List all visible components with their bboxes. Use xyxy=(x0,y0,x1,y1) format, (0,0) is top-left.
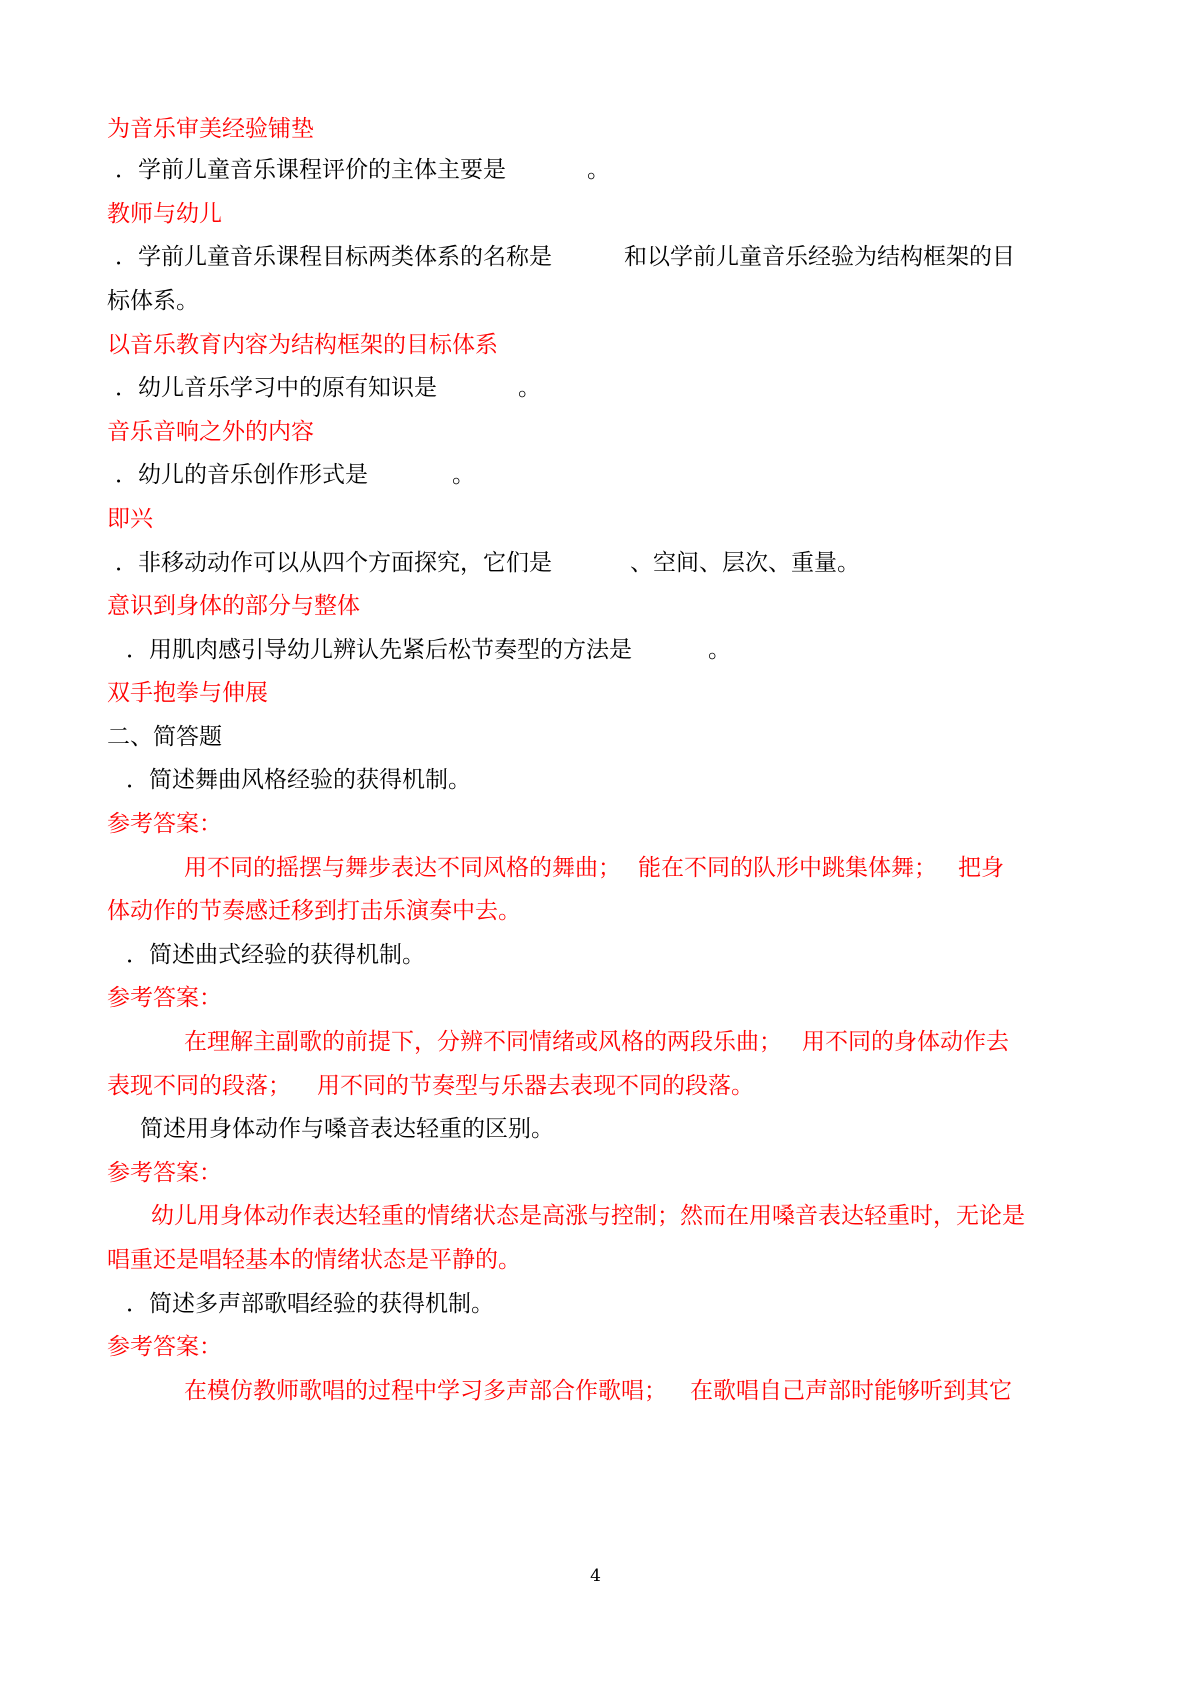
answer-text-cont: 能在不同的队形中跳集体舞； xyxy=(638,855,937,881)
question-text: 简述用身体动作与嗓音表达轻重的区别。 xyxy=(140,1116,554,1142)
answer-label-text: 参考答案： xyxy=(107,1334,222,1360)
question-text: ．简述多声部歌唱经验的获得机制。 xyxy=(126,1291,494,1317)
page-number: 4 xyxy=(590,1566,601,1586)
answer-text: 教师与幼儿 xyxy=(107,201,222,227)
question-text: ．用肌肉感引导幼儿辨认先紧后松节奏型的方法是 xyxy=(126,637,632,663)
answer-text: 在模仿教师歌唱的过程中学习多声部合作歌唱； xyxy=(184,1378,667,1404)
answer-text-cont: 用不同的节奏型与乐器去表现不同的段落。 xyxy=(317,1073,754,1099)
answer-text: 体动作的节奏感迁移到打击乐演奏中去。 xyxy=(107,898,521,924)
answer-text-cont: 用不同的身体动作去 xyxy=(802,1029,1009,1055)
answer-text: 音乐音响之外的内容 xyxy=(107,419,314,445)
section-heading-text: 二、简答题 xyxy=(107,724,222,750)
answer-text: 表现不同的段落； xyxy=(107,1073,291,1099)
answer-text-cont: 在歌唱自己声部时能够听到其它 xyxy=(690,1378,1012,1404)
answer-label-text: 参考答案： xyxy=(107,1160,222,1186)
answer-text: 幼儿用身体动作表达轻重的情绪状态是高涨与控制；然而在用嗓音表达轻重时，无论是 xyxy=(151,1203,1025,1229)
answer-text: 以音乐教育内容为结构框架的目标体系 xyxy=(107,332,498,358)
question-text: ．学前儿童音乐课程目标两类体系的名称是 xyxy=(115,244,552,270)
question-text: ．简述曲式经验的获得机制。 xyxy=(126,942,425,968)
answer-text: 唱重还是唱轻基本的情绪状态是平静的。 xyxy=(107,1247,521,1273)
answer-text: 即兴 xyxy=(107,506,153,532)
question-text-cont: 和以学前儿童音乐经验为结构框架的目 xyxy=(624,244,1015,270)
answer-text: 用不同的摇摆与舞步表达不同风格的舞曲； xyxy=(184,855,621,881)
answer-label-text: 参考答案： xyxy=(107,811,222,837)
question-text: ．学前儿童音乐课程评价的主体主要是 xyxy=(115,157,506,183)
answer-label-text: 参考答案： xyxy=(107,985,222,1011)
answer-text: 双手抱拳与伸展 xyxy=(107,680,268,706)
question-text-end: 。 xyxy=(708,637,731,663)
question-text: ．非移动动作可以从四个方面探究，它们是 xyxy=(115,550,552,576)
answer-text-cont: 把身 xyxy=(958,855,1004,881)
question-text: 标体系。 xyxy=(107,288,199,314)
question-text-end: 。 xyxy=(587,157,610,183)
question-text-end: 。 xyxy=(518,375,541,401)
question-text-end: 。 xyxy=(452,462,475,488)
question-text: ．幼儿音乐学习中的原有知识是 xyxy=(115,375,437,401)
question-text: ．幼儿的音乐创作形式是 xyxy=(115,462,368,488)
question-text: ．简述舞曲风格经验的获得机制。 xyxy=(126,767,471,793)
question-text-cont: 、空间、层次、重量。 xyxy=(630,550,860,576)
answer-text: 为音乐审美经验铺垫 xyxy=(107,116,314,142)
answer-text: 在理解主副歌的前提下，分辨不同情绪或风格的两段乐曲； xyxy=(184,1029,782,1055)
answer-text: 意识到身体的部分与整体 xyxy=(107,593,360,619)
